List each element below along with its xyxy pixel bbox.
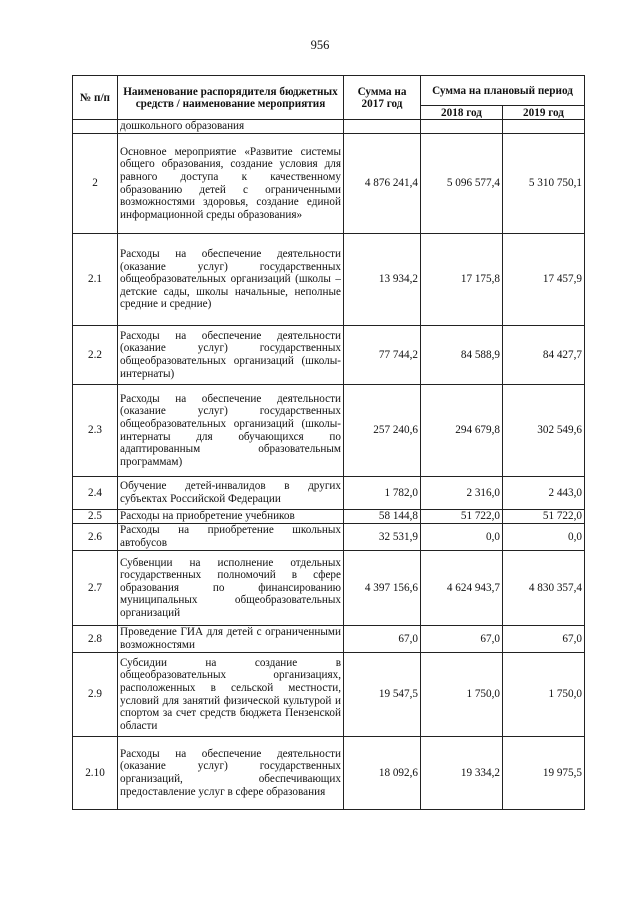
row-name: Расходы на обеспечение деятельности (оказание услуг) государственных организаций, обеспечивающих предоставление услуг в сфере образования [118, 737, 344, 810]
header-plan-period: Сумма на плановый период [421, 76, 585, 106]
row-sum-2019: 0,0 [503, 524, 585, 551]
row-sum-2018: 2 316,0 [421, 477, 503, 510]
row-sum-2018: 84 588,9 [421, 326, 503, 385]
row-number: 2 [73, 134, 118, 234]
row-sum-2018: 17 175,8 [421, 234, 503, 326]
row-sum-2018: 0,0 [421, 524, 503, 551]
table-row [73, 737, 585, 810]
budget-table [72, 75, 585, 810]
row-sum-2018: 19 334,2 [421, 737, 503, 810]
row-sum-2019: 5 310 750,1 [503, 134, 585, 234]
row-sum-2019: 84 427,7 [503, 326, 585, 385]
header-name: Наименование распорядителя бюджетных средств / наименование мероприятия [118, 76, 344, 120]
row-sum-2017: 4 397 156,6 [344, 551, 421, 626]
row-sum-2019: 19 975,5 [503, 737, 585, 810]
row-sum-2018: 294 679,8 [421, 385, 503, 477]
row-number: 2.1 [73, 234, 118, 326]
continuation-text: дошкольного образования [118, 120, 344, 134]
row-number: 2.5 [73, 510, 118, 524]
row-sum-2017: 18 092,6 [344, 737, 421, 810]
row-sum-2019: 51 722,0 [503, 510, 585, 524]
row-number: 2.10 [73, 737, 118, 810]
row-number: 2.7 [73, 551, 118, 626]
page-number: 956 [310, 38, 330, 52]
row-number: 2.8 [73, 626, 118, 653]
row-name: Расходы на приобретение учебников [118, 510, 344, 524]
table-row [73, 477, 585, 510]
row-sum-2017: 32 531,9 [344, 524, 421, 551]
header-sum-2017: Сумма на 2017 год [344, 76, 421, 120]
row-name: Расходы на обеспечение деятельности (оказание услуг) государственных общеобразовательных организаций (школы – детские сады, школы начальные, неполные средние и средние) [118, 234, 344, 326]
row-name: Субвенции на исполнение отдельных государственных полномочий в сфере образования по финансированию муниципальных общеобразовательных организаций [118, 551, 344, 626]
row-number: 2.3 [73, 385, 118, 477]
row-sum-2019: 17 457,9 [503, 234, 585, 326]
row-sum-2019: 2 443,0 [503, 477, 585, 510]
header-2019: 2019 год [503, 106, 585, 120]
table-row [73, 551, 585, 626]
table-row [73, 134, 585, 234]
row-sum-2018: 4 624 943,7 [421, 551, 503, 626]
row-sum-2019: 1 750,0 [503, 653, 585, 737]
row-sum-2017: 19 547,5 [344, 653, 421, 737]
table-body [73, 120, 585, 810]
row-sum-2017: 67,0 [344, 626, 421, 653]
row-sum-2017: 4 876 241,4 [344, 134, 421, 234]
row-sum-2019: 4 830 357,4 [503, 551, 585, 626]
row-sum-2019: 302 549,6 [503, 385, 585, 477]
table-row [73, 234, 585, 326]
row-number: 2.4 [73, 477, 118, 510]
continuation-row [73, 120, 585, 134]
row-sum-2017: 58 144,8 [344, 510, 421, 524]
table-row [73, 626, 585, 653]
row-number: 2.2 [73, 326, 118, 385]
row-sum-2017: 257 240,6 [344, 385, 421, 477]
row-name: Проведение ГИА для детей с ограниченными возможностями [118, 626, 344, 653]
table-row [73, 385, 585, 477]
row-name: Расходы на обеспечение деятельности (оказание услуг) государственных общеобразовательных организаций (школы-интернаты) [118, 326, 344, 385]
table-row [73, 326, 585, 385]
row-number: 2.6 [73, 524, 118, 551]
header-2018: 2018 год [421, 106, 503, 120]
table-row [73, 653, 585, 737]
table-row [73, 510, 585, 524]
row-name: Расходы на приобретение школьных автобусов [118, 524, 344, 551]
row-name: Субсидии на создание в общеобразовательных организациях, расположенных в сельской местности, условий для занятий физической культурой и спортом за счет средств бюджета Пензенской области [118, 653, 344, 737]
row-name: Основное мероприятие «Развитие системы общего образования, создание условия для равного доступа к качественному образованию детей с ограниченными возможностями здоровья, создание единой информационной среды образования» [118, 134, 344, 234]
row-sum-2018: 67,0 [421, 626, 503, 653]
row-sum-2017: 77 744,2 [344, 326, 421, 385]
row-name: Обучение детей-инвалидов в других субъектах Российской Федерации [118, 477, 344, 510]
row-name: Расходы на обеспечение деятельности (оказание услуг) государственных общеобразовательных организаций (школы-интернаты для обучающихся по адаптированным образовательным программам) [118, 385, 344, 477]
row-sum-2019: 67,0 [503, 626, 585, 653]
header-no: № п/п [73, 76, 118, 120]
row-sum-2018: 1 750,0 [421, 653, 503, 737]
row-sum-2017: 13 934,2 [344, 234, 421, 326]
row-sum-2018: 5 096 577,4 [421, 134, 503, 234]
row-sum-2018: 51 722,0 [421, 510, 503, 524]
table-row [73, 524, 585, 551]
row-number: 2.9 [73, 653, 118, 737]
row-sum-2017: 1 782,0 [344, 477, 421, 510]
